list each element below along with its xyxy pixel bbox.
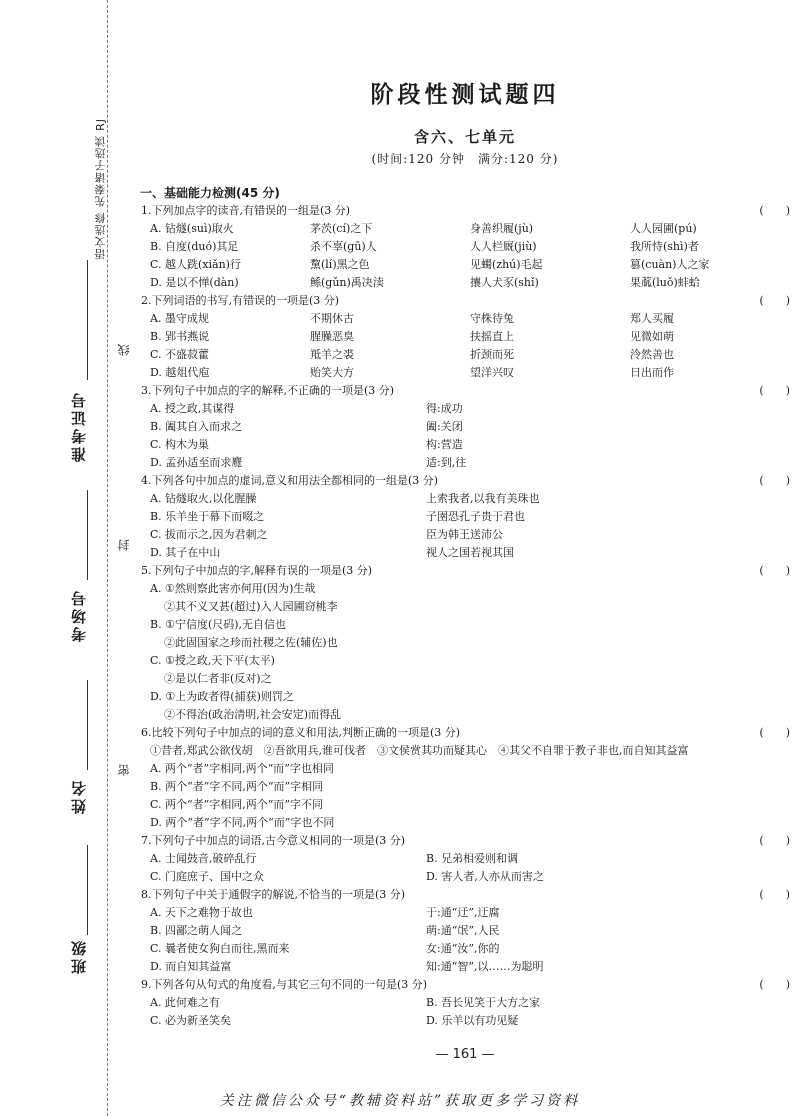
page-number: — 161 — bbox=[435, 1047, 495, 1062]
option-cell: 黧(lí)黑之色 bbox=[310, 258, 370, 271]
option-line: D. ①上为政者得(捕获)则罚之 bbox=[150, 690, 294, 703]
option-cell: 萌:通“氓”,人民 bbox=[426, 924, 500, 937]
option-cell: A. 墨守成规 bbox=[150, 312, 209, 325]
answer-blank: ( ) bbox=[759, 888, 790, 901]
option-line: C. ①授之政,天下平(太平) bbox=[150, 654, 275, 667]
option-cell: 守株待兔 bbox=[470, 312, 514, 325]
option-line: ②不得治(政治清明,社会安定)而得乱 bbox=[164, 708, 342, 721]
field-line-room bbox=[87, 490, 88, 580]
answer-blank: ( ) bbox=[759, 564, 790, 577]
option-row bbox=[140, 508, 790, 526]
option-cell: D. 是以不惮(dàn) bbox=[150, 276, 239, 289]
option-row bbox=[140, 850, 790, 868]
option-line: C. 两个“者”字相同,两个“而”字不同 bbox=[150, 798, 324, 811]
question-stem: 8.下列句子中关于通假字的解说,不恰当的一项是(3 分) bbox=[141, 888, 406, 901]
option-cell: C. 曩者使女狗白而往,黑而来 bbox=[150, 942, 290, 955]
question-8 bbox=[140, 886, 790, 976]
option-cell: 人人栏厩(jiù) bbox=[470, 240, 537, 253]
option-cell: D. 而自知其益富 bbox=[150, 960, 232, 973]
option-cell: 攘人犬豕(shǐ) bbox=[470, 276, 539, 289]
option-cell: 于:通“迂”,迂腐 bbox=[426, 906, 500, 919]
question-stem: 2.下列词语的书写,有错误的一项是(3 分) bbox=[141, 294, 340, 307]
option-row bbox=[140, 1012, 790, 1030]
marker-line: 线 bbox=[115, 340, 132, 360]
question-3 bbox=[140, 382, 790, 472]
field-name: 姓名 bbox=[70, 778, 88, 814]
option-line: B. 两个“者”字不同,两个“而”字相同 bbox=[150, 780, 324, 793]
field-class: 班级 bbox=[70, 938, 88, 974]
option-cell: A. 钻燧取火,以化腥臊 bbox=[150, 492, 257, 505]
option-cell: 得:成功 bbox=[426, 402, 463, 415]
answer-blank: ( ) bbox=[759, 474, 790, 487]
option-cell: 日出而作 bbox=[630, 366, 674, 379]
answer-blank: ( ) bbox=[759, 294, 790, 307]
option-cell: 鲧(gǔn)禹决渎 bbox=[310, 276, 384, 289]
option-cell: 羝羊之裘 bbox=[310, 348, 354, 361]
option-cell: 上索我者,以我有美珠也 bbox=[426, 492, 540, 505]
option-cell: D. 害人者,人亦从而害之 bbox=[426, 870, 544, 883]
question-stem: 9.下列各句从句式的角度看,与其它三句不同的一句是(3 分) bbox=[141, 978, 428, 991]
field-line-name bbox=[87, 680, 88, 770]
option-cell: 适:到,往 bbox=[426, 456, 467, 469]
option-line: A. ①然则察此害亦何用(因为)生哉 bbox=[150, 582, 316, 595]
exam-meta: (时间:120 分钟 满分:120 分) bbox=[371, 152, 559, 166]
option-cell: 臣为韩王送沛公 bbox=[426, 528, 503, 541]
option-cell: D. 乐羊以有功见疑 bbox=[426, 1014, 519, 1027]
option-cell: C. 越人跣(xiǎn)行 bbox=[150, 258, 241, 271]
option-cell: 阖:关闭 bbox=[426, 420, 463, 433]
option-row bbox=[140, 544, 790, 562]
option-row bbox=[140, 922, 790, 940]
option-cell: 杀不辜(gū)人 bbox=[310, 240, 377, 253]
question-2 bbox=[140, 292, 790, 382]
option-cell: 视人之国若视其国 bbox=[426, 546, 514, 559]
binding-margin bbox=[0, 0, 130, 1116]
option-row bbox=[140, 364, 790, 382]
option-cell: 折颈而死 bbox=[470, 348, 514, 361]
option-cell: 见蠋(zhú)毛起 bbox=[470, 258, 543, 271]
option-cell: 不期休古 bbox=[310, 312, 354, 325]
option-cell: 腥臊恶臭 bbox=[310, 330, 354, 343]
option-cell: A. 授之政,其谋得 bbox=[150, 402, 235, 415]
option-row bbox=[140, 310, 790, 328]
option-cell: 身善织履(jù) bbox=[470, 222, 534, 235]
option-cell: 望洋兴叹 bbox=[470, 366, 514, 379]
option-cell: B. 自度(duó)其足 bbox=[150, 240, 239, 253]
marker-seal: 封 bbox=[115, 535, 132, 555]
option-cell: 茅茨(cí)之下 bbox=[310, 222, 373, 235]
option-row bbox=[140, 418, 790, 436]
option-cell: 泠然善也 bbox=[630, 348, 674, 361]
page-title: 阶段性测试题四 bbox=[370, 81, 560, 108]
question-stem: 6.比较下列句子中加点的词的意义和用法,判断正确的一项是(3 分) bbox=[141, 726, 461, 739]
option-row bbox=[140, 328, 790, 346]
question-stem: 1.下列加点字的读音,有错误的一组是(3 分) bbox=[141, 204, 351, 217]
option-line: D. 两个“者”字不同,两个“而”字也不同 bbox=[150, 816, 335, 829]
option-line: B. ①宁信度(尺码),无自信也 bbox=[150, 618, 287, 631]
option-line: ②此固国家之珍而社稷之佐(辅佐)也 bbox=[164, 636, 338, 649]
option-cell: C. 构木为巢 bbox=[150, 438, 210, 451]
option-cell: A. 天下之难物于故也 bbox=[150, 906, 253, 919]
field-line-exam-id bbox=[87, 260, 88, 380]
option-row bbox=[140, 400, 790, 418]
option-line: ②其不义又甚(超过)入人园圃窃桃李 bbox=[164, 600, 338, 613]
option-cell: B. 兄弟相爱则和调 bbox=[426, 852, 519, 865]
option-cell: 人人园圃(pú) bbox=[630, 222, 697, 235]
option-cell: B. 四鄙之萌人闻之 bbox=[150, 924, 243, 937]
page-subtitle: 含六、七单元 bbox=[413, 128, 516, 146]
option-cell: C. 必为新圣笑矣 bbox=[150, 1014, 232, 1027]
option-cell: B. 吾长见笑于大方之家 bbox=[426, 996, 541, 1009]
option-cell: 子圉恐孔子贵于君也 bbox=[426, 510, 525, 523]
option-row bbox=[140, 940, 790, 958]
section-title: 一、基础能力检测(45 分) bbox=[140, 186, 280, 200]
answer-blank: ( ) bbox=[759, 204, 790, 217]
option-cell: B. 乐羊坐于幕下而啜之 bbox=[150, 510, 265, 523]
option-cell: B. 郢书燕说 bbox=[150, 330, 210, 343]
option-row bbox=[140, 526, 790, 544]
option-cell: D. 孟孙适至而求麑 bbox=[150, 456, 243, 469]
option-cell: 贻笑大方 bbox=[310, 366, 354, 379]
option-row bbox=[140, 904, 790, 922]
option-cell: 我所恃(shì)者 bbox=[630, 240, 699, 253]
answer-blank: ( ) bbox=[759, 978, 790, 991]
option-row bbox=[140, 346, 790, 364]
question-stem: 3.下列句子中加点的字的解释,不正确的一项是(3 分) bbox=[141, 384, 395, 397]
option-row bbox=[140, 490, 790, 508]
question-4 bbox=[140, 472, 790, 562]
option-cell: 女:通“汝”,你的 bbox=[426, 942, 500, 955]
option-cell: A. 钻燧(suì)取火 bbox=[150, 222, 234, 235]
option-row bbox=[140, 868, 790, 886]
question-stem: 4.下列各句中加点的虚词,意义和用法全都相同的一组是(3 分) bbox=[141, 474, 439, 487]
option-cell: 篡(cuàn)人之家 bbox=[630, 258, 710, 271]
option-cell: 果蓏(luǒ)蚌蛤 bbox=[630, 276, 700, 289]
test-content bbox=[140, 0, 790, 1116]
question-9 bbox=[140, 976, 790, 1030]
question-6 bbox=[140, 724, 790, 832]
question-1 bbox=[140, 202, 790, 292]
option-cell: C. 拔而示之,因为君刺之 bbox=[150, 528, 268, 541]
option-cell: C. 门庭庶子、国中之众 bbox=[150, 870, 265, 883]
option-cell: C. 不盛菽藿 bbox=[150, 348, 210, 361]
field-room: 考场号 bbox=[70, 588, 88, 642]
option-cell: 郑人买履 bbox=[630, 312, 674, 325]
answer-blank: ( ) bbox=[759, 834, 790, 847]
question-stem: 7.下列句子中加点的词语,古今意义相同的一项是(3 分) bbox=[141, 834, 406, 847]
question-7 bbox=[140, 832, 790, 886]
option-row bbox=[140, 256, 790, 274]
option-cell: D. 其子在中山 bbox=[150, 546, 221, 559]
option-cell: 见微如萌 bbox=[630, 330, 674, 343]
marker-secret: 密 bbox=[115, 760, 132, 780]
option-line: ②是以仁者非(反对)之 bbox=[164, 672, 272, 685]
option-row bbox=[140, 220, 790, 238]
option-row bbox=[140, 238, 790, 256]
option-cell: 构:营造 bbox=[426, 438, 463, 451]
option-cell: A. 士闻鼓音,破碎乱行 bbox=[150, 852, 257, 865]
option-row bbox=[140, 958, 790, 976]
option-cell: 知:通“智”,以……为聪明 bbox=[426, 960, 544, 973]
question-list bbox=[140, 202, 790, 1030]
sentence-list: ①昔者,郑武公欲伐胡 ②吾欲用兵,谁可伐者 ③文侯赏其功而疑其心 ④其父不自罪于教子非也,而自知其益富 bbox=[150, 744, 689, 757]
question-5 bbox=[140, 562, 790, 724]
option-row bbox=[140, 436, 790, 454]
option-row bbox=[140, 274, 790, 292]
answer-blank: ( ) bbox=[759, 726, 790, 739]
series-label: 语文选修 先秦诸子选读 RJ bbox=[94, 118, 107, 260]
option-cell: A. 此何难之有 bbox=[150, 996, 220, 1009]
field-exam-id: 准考证号 bbox=[70, 390, 88, 462]
answer-blank: ( ) bbox=[759, 384, 790, 397]
option-cell: D. 越俎代庖 bbox=[150, 366, 210, 379]
option-row bbox=[140, 454, 790, 472]
footer-note: 关注微信公众号“教辅资料站”获取更多学习资料 bbox=[219, 1093, 581, 1109]
question-stem: 5.下列句子中加点的字,解释有误的一项是(3 分) bbox=[141, 564, 373, 577]
field-line-class bbox=[87, 845, 88, 935]
option-line: A. 两个“者”字相同,两个“而”字也相同 bbox=[150, 762, 334, 775]
option-row bbox=[140, 994, 790, 1012]
option-cell: B. 阖其自入而求之 bbox=[150, 420, 243, 433]
option-cell: 扶摇直上 bbox=[470, 330, 514, 343]
